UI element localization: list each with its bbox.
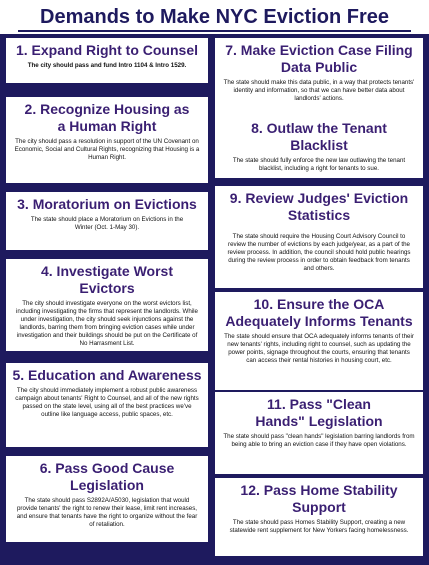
demand-card-6 xyxy=(6,456,208,542)
demand-heading: 9. Review Judges' Eviction Statistics xyxy=(229,190,409,223)
demand-card-3 xyxy=(6,192,208,250)
demand-card-2 xyxy=(6,97,208,183)
demand-body: The city should immediately implement a robust public awareness campaign about tenants' Right to Counsel, and all of the new rights passed on the state level, using all of the best practices we've outline like language access, public spaces, etc. xyxy=(15,387,199,418)
demand-body: The state should pass "clean hands" legislation barring landlords from being able to bring an eviction case if they have open violations. xyxy=(223,433,415,448)
demand-body: The state should pass S2892A/A5030, legislation that would provide tenants' the right to renew their lease, limit rent increases, and ensure that tenants have the right to organize without the fear of retaliation. xyxy=(16,497,198,528)
demand-body: The city should investigate everyone on the worst evictors list, including investigating the firms that represent the landlords. While under investigation, the city should seek injunctions against the landlords, barring them from bringing eviction cases while under investigation and their buildings should be put on the Certificate of No Harrasment List. xyxy=(16,300,198,347)
demand-body: The state should make this data public, in a way that protects tenants' identity and information, so that we can have better data about landlords' actions. xyxy=(223,79,415,102)
demand-card-9 xyxy=(215,186,423,288)
demand-card-10 xyxy=(215,292,423,390)
demand-heading: 3. Moratorium on Evictions xyxy=(17,196,197,212)
demand-heading: 11. Pass "Clean Hands" Legislation xyxy=(255,396,383,429)
demand-heading: 5. Education and Awareness xyxy=(12,367,202,383)
demand-heading: 7. Make Eviction Case Filing Data Public xyxy=(225,42,413,75)
demand-body: The city should pass a resolution in support of the UN Covenant on Economic, Social and Cultural Rights, recognizing that Housing is a Human Right. xyxy=(14,138,200,161)
demand-card-11 xyxy=(215,392,423,474)
demand-heading: 2. Recognize Housing as a Human Right xyxy=(24,101,190,134)
title-underline xyxy=(18,30,411,32)
demand-card-1 xyxy=(6,38,208,83)
demand-heading: 4. Investigate Worst Evictors xyxy=(40,263,173,296)
demand-body: The city should pass and fund Intro 1104 & Intro 1529. xyxy=(27,62,187,69)
demand-body: The state should ensure that OCA adequately informs tenants of their new tenants' rights, including right to counsel, such as updating the power points, signage throughout the courts, ensuring that tenants can access their rental histories in housing court, etc. xyxy=(224,333,414,364)
demand-body: The state should require the Housing Court Advisory Council to review the number of evictions by each judge/year, as a part of the review process. In addition, the council should hold public hearings during the review process in order to obtain feedback from tenants and others. xyxy=(227,233,411,272)
page-title: Demands to Make NYC Eviction Free xyxy=(40,6,389,28)
demand-body: The state should place a Moratorium on Evictions in the Winter (Oct. 1-May 30). xyxy=(30,216,184,231)
demand-heading: 8. Outlaw the Tenant Blacklist xyxy=(251,120,387,153)
demand-body: The state should pass Homes Stability Support, creating a new statewide rent supplement for New Yorkers facing homelessness. xyxy=(229,519,409,534)
demand-heading: 10. Ensure the OCA Adequately Informs Tenants xyxy=(225,296,413,329)
demand-card-4 xyxy=(6,259,208,351)
demand-heading: 6. Pass Good Cause Legislation xyxy=(39,460,175,493)
demand-card-12 xyxy=(215,478,423,556)
demand-heading: 12. Pass Home Stability Support xyxy=(240,482,398,515)
demand-card-8 xyxy=(215,116,423,178)
demand-body: The state should fully enforce the new law outlawing the tenant blacklist, including a right for tenants to sue. xyxy=(232,157,406,172)
demand-card-5 xyxy=(6,363,208,447)
demand-heading: 1. Expand Right to Counsel xyxy=(15,42,198,58)
